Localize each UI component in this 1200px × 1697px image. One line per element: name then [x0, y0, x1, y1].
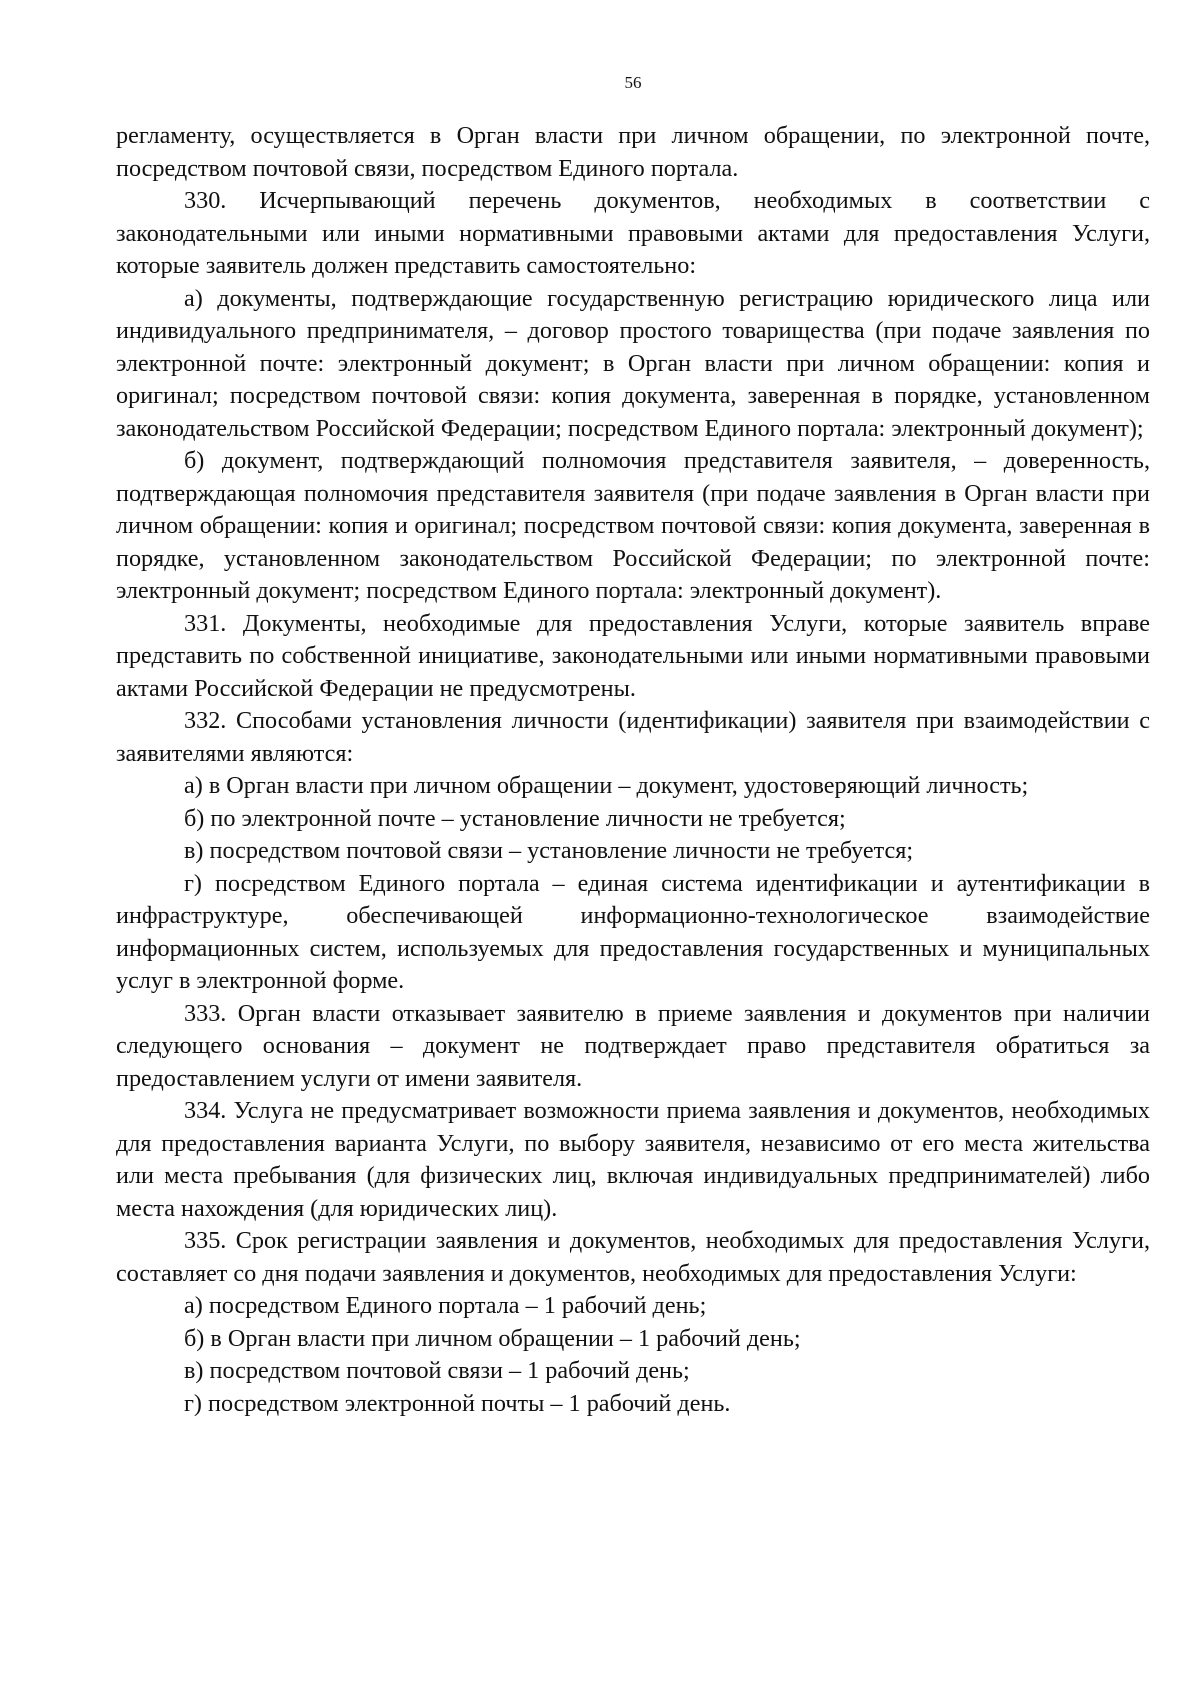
- paragraph-332-a: а) в Орган власти при личном обращении – документ, удостоверяющий личность;: [184, 772, 1029, 799]
- paragraph-332: 332. Способами установления личности (идентификации) заявителя при взаимодействии с заявителями являются:: [116, 707, 1150, 767]
- paragraph-continuation: регламенту, осуществляется в Орган власти при личном обращении, по электронной почте, посредством почтовой связи, посредством Единого портала.: [116, 122, 1150, 182]
- paragraph-335: 335. Срок регистрации заявления и документов, необходимых для предоставления Услуги, составляет со дня подачи заявления и документов, необходимых для предоставления Услуги:: [116, 1227, 1150, 1287]
- page-number: 56: [624, 73, 642, 92]
- document-page: [116, 0, 1150, 1697]
- paragraph-333: 333. Орган власти отказывает заявителю в приеме заявления и документов при наличии следующего основания – документ не подтверждает право представителя обратиться за предоставлением услуги от имени заявителя.: [116, 999, 1150, 1092]
- paragraph-334: 334. Услуга не предусматривает возможности приема заявления и документов, необходимых для предоставления варианта Услуги, по выбору заявителя, независимо от его места жительства или места пребывания (для физических лиц, включая индивидуальных предпринимателей) либо места нахождения (для юридических лиц).: [116, 1097, 1150, 1222]
- paragraph-335-g: г) посредством электронной почты – 1 рабочий день.: [184, 1389, 731, 1417]
- paragraph-330-a: а) документы, подтверждающие государственную регистрацию юридического лица или индивидуального предпринимателя, – договор простого товарищества (при подаче заявления по электронной почте: электронный документ; в Орган власти при личном обращении: копия и оригинал; посредством почтовой связи: копия документа, заверенная в порядке, установленном законодательством Российской Федерации; посредством Единого портала: электронный документ);: [116, 284, 1150, 442]
- paragraph-335-a: а) посредством Единого портала – 1 рабочий день;: [184, 1292, 707, 1319]
- paragraph-332-b: б) по электронной почте – установление личности не требуется;: [184, 804, 846, 832]
- paragraph-331: 331. Документы, необходимые для предоставления Услуги, которые заявитель вправе представить по собственной инициативе, законодательными или иными нормативными правовыми актами Российской Федерации не предусмотрены.: [116, 609, 1150, 702]
- paragraph-330: 330. Исчерпывающий перечень документов, необходимых в соответствии с законодательными или иными нормативными правовыми актами для предоставления Услуги, которые заявитель должен представить самостоятельно:: [116, 187, 1150, 279]
- paragraph-330-b: б) документ, подтверждающий полномочия представителя заявителя, – доверенность, подтверждающая полномочия представителя заявителя (при подаче заявления в Орган власти при личном обращении: копия и оригинал; посредством почтовой связи: копия документа, заверенная в порядке, установленном законодательством Российской Федерации; по электронной почте: электронный документ; посредством Единого портала: электронный документ).: [116, 447, 1150, 604]
- paragraph-332-v: в) посредством почтовой связи – установление личности не требуется;: [184, 837, 914, 864]
- paragraph-335-v: в) посредством почтовой связи – 1 рабочий день;: [184, 1357, 690, 1384]
- paragraph-335-b: б) в Орган власти при личном обращении – 1 рабочий день;: [184, 1324, 801, 1352]
- paragraph-332-g: г) посредством Единого портала – единая система идентификации и аутентификации в инфраструктуре, обеспечивающей информационно-технологическое взаимодействие информационных систем, используемых для предоставления государственных и муниципальных услуг в электронной форме.: [116, 869, 1150, 994]
- document-body: [116, 120, 1150, 1420]
